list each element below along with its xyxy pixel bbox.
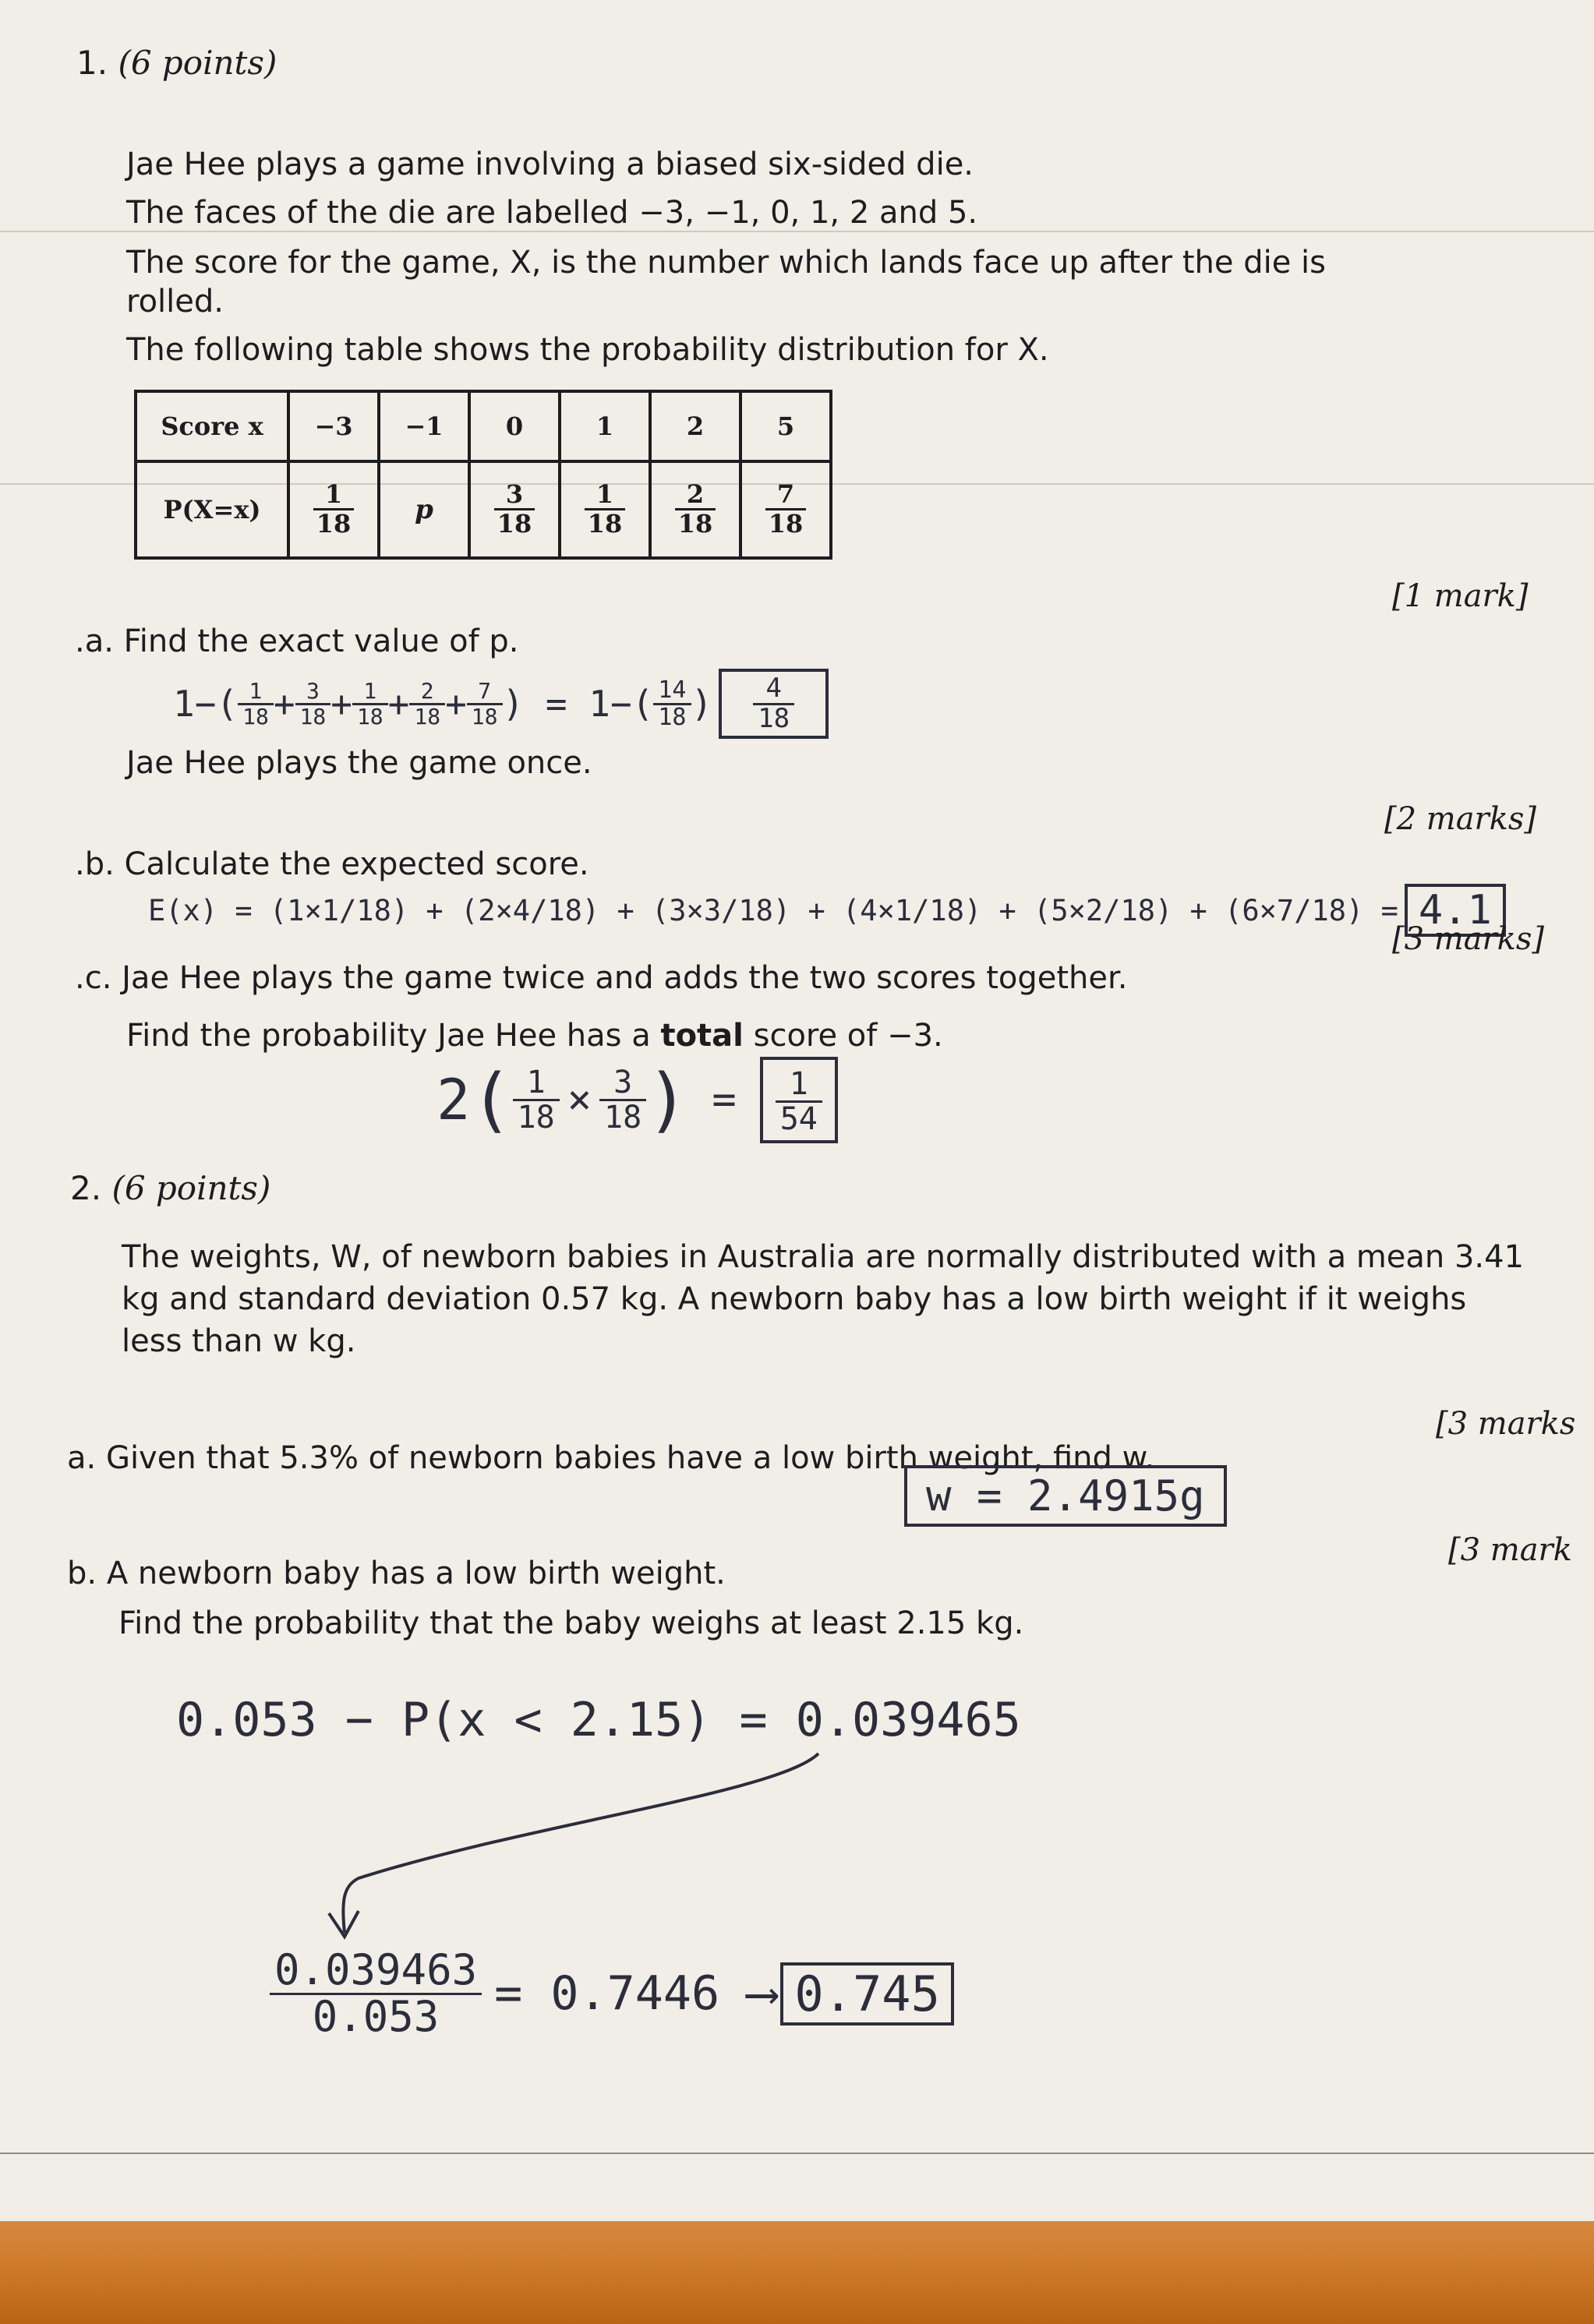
answer-box: 0.745 <box>780 1962 954 2026</box>
fraction: $\frac{3}{18}$ <box>599 1066 646 1134</box>
ruled-line <box>0 2153 1594 2154</box>
arrow-curve <box>312 1746 873 1948</box>
fraction: $\frac{1}{18}$ <box>513 1066 560 1134</box>
working-result: = 0.7446 ⟶ <box>494 1966 776 2022</box>
intro-line: Jae Hee plays a game involving a biased six-sided die. <box>126 147 974 182</box>
part-2a-label: a. Given that 5.3% of newborn babies have a low birth weight, find w. <box>67 1440 1155 1476</box>
probability-distribution-table <box>134 390 832 560</box>
score-header: Score x <box>136 391 288 461</box>
question-points: (6 points) <box>111 1169 271 1207</box>
fraction: 7 18 <box>467 680 503 728</box>
expected-value-working: E(x) = (1×1/18) + (2×4/18) + (3×3/18) + (4×1/18) + (5×2/18) + (6×7/18) = <box>148 893 1398 927</box>
question-2-intro: The weights, W, of newborn babies in Australia are normally distributed with a mean 3.41 kg and standard deviation 0.57 kg. A newborn baby has a low birth weight if it weighs less than w kg. <box>122 1239 1525 1359</box>
intro-line: The faces of the die are labelled −3, −1, 0, 1, 2 and 5. <box>126 195 978 231</box>
probability-cell: $\frac{2}{18}$ <box>650 461 740 558</box>
question-number: 1. <box>76 44 108 82</box>
fraction: 1 18 <box>352 680 388 728</box>
part-2b-line2: Find the probability that the baby weighs at least 2.15 kg. <box>118 1605 1024 1641</box>
times-sign: × <box>567 1076 592 1124</box>
score-cell: 5 <box>740 391 831 461</box>
probability-header: P(X=x) <box>136 461 288 558</box>
part-1b-working <box>148 884 1506 937</box>
score-row <box>136 391 831 461</box>
score-cell: 2 <box>650 391 740 461</box>
score-cell: −3 <box>288 391 379 461</box>
fraction: 2 18 <box>409 680 445 728</box>
question-2-header <box>70 1169 270 1207</box>
part-2b-working-line2 <box>270 1945 954 2041</box>
fraction: $\frac{0.039463}{0.053}$ <box>270 1948 482 2039</box>
part-1c-working: 2 ( $\frac{1}{18}$ × $\frac{3}{18}$ ) = $\frac{1}{54}$ <box>436 1057 838 1143</box>
answer-box: $\frac{1}{54}$ <box>760 1057 838 1143</box>
question-1-header <box>76 44 277 82</box>
fraction: 1 18 <box>238 680 274 728</box>
part-1b-label: .b. Calculate the expected score. <box>75 846 589 882</box>
part-1a-working: 1−( 1 18 + 3 18 + 1 18 + 2 18 + 7 18 ) = 1−( 14 18 ) $\frac{4}{18}$ <box>173 661 829 747</box>
part-1a-label: .a. Find the exact value of p. <box>75 623 519 659</box>
answer-box: 4.1 <box>1405 884 1506 937</box>
probability-cell: $\frac{1}{18}$ <box>560 461 650 558</box>
answer-box: $\frac{4}{18}$ <box>719 669 829 739</box>
probability-cell: $\frac{7}{18}$ <box>740 461 831 558</box>
question-points: (6 points) <box>118 44 277 82</box>
score-cell: −1 <box>379 391 469 461</box>
mark-allocation: [3 mark <box>1448 1532 1572 1568</box>
answer-box: w = 2.4915g <box>904 1465 1227 1527</box>
intro-line: The following table shows the probability distribution for X. <box>126 332 1049 368</box>
part-1c-label: .c. Jae Hee plays the game twice and adds the two scores together. <box>75 960 1128 996</box>
question-1-intro <box>126 140 1498 374</box>
part-1c-line2: Find the probability Jae Hee has a total score of −3. <box>126 1018 943 1054</box>
probability-row <box>136 461 831 558</box>
working-prefix: 1−( <box>173 683 239 725</box>
score-cell: 0 <box>469 391 560 461</box>
working-mid: ) = 1−( <box>502 683 654 725</box>
fraction: 14 18 <box>653 678 691 729</box>
probability-cell: $\frac{3}{18}$ <box>469 461 560 558</box>
once-statement: Jae Hee plays the game once. <box>126 745 592 781</box>
score-cell: 1 <box>560 391 650 461</box>
part-2b-label: b. A newborn baby has a low birth weight. <box>67 1556 726 1591</box>
probability-cell-p: p <box>379 461 469 558</box>
fraction: 3 18 <box>295 680 331 728</box>
working-coefficient: 2 <box>436 1067 471 1133</box>
mark-allocation: [1 mark] <box>1392 578 1529 614</box>
equals-sign: = <box>712 1076 737 1124</box>
working-close: ) <box>691 683 713 725</box>
mark-allocation: [3 marks <box>1436 1406 1576 1442</box>
bottom-background <box>0 2221 1594 2324</box>
probability-cell: $\frac{1}{18}$ <box>288 461 379 558</box>
question-number: 2. <box>70 1169 102 1207</box>
mark-allocation: [3 marks] <box>1392 921 1545 957</box>
mark-allocation: [2 marks] <box>1384 801 1537 837</box>
intro-line: The score for the game, X, is the number which lands face up after the die is rolled. <box>126 245 1326 320</box>
part-2b-working-line1: 0.053 − P(x < 2.15) = 0.039465 <box>176 1693 1021 1747</box>
